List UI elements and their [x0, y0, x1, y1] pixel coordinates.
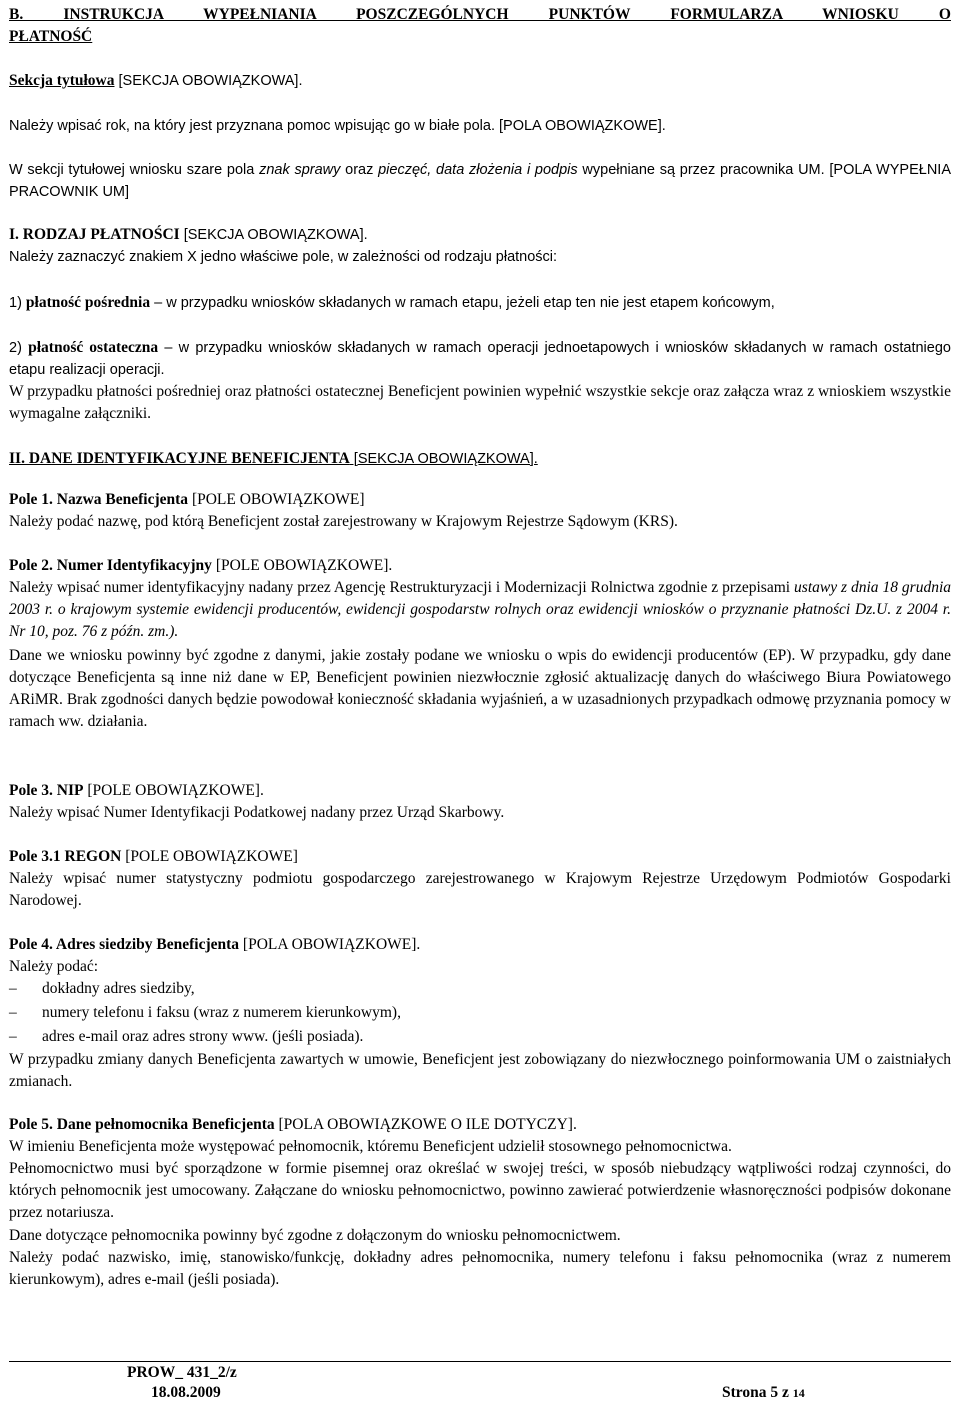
footer-page-number: [722, 1384, 805, 1402]
pole-3-label: Pole 3. NIP: [9, 782, 84, 799]
pole-4-intro: Należy podać:: [9, 958, 99, 975]
list-item-text: adres e-mail oraz adres strony www. (jeśli posiada).: [42, 1028, 364, 1045]
heading-b: [9, 4, 951, 48]
title-section-p2-i1: znak sprawy: [259, 162, 341, 178]
title-section-p2: [9, 159, 951, 203]
title-section-heading: [9, 70, 951, 92]
option-2-number: 2): [9, 340, 29, 356]
section-1-note: W przypadku płatności pośredniej oraz płatności ostatecznej Beneficjent powinien wypełnić wszystkie sekcje oraz załącza wraz z wnioskiem wszystkie wymagalne załączniki.: [9, 383, 951, 422]
pole-3-1-heading: [9, 846, 951, 868]
option-1-number: 1): [9, 295, 26, 311]
section-2-heading-bold: II. DANE IDENTYFIKACYJNE BENEFICJENTA: [9, 450, 350, 467]
pole-4-label: Pole 4. Adres siedziby Beneficjenta: [9, 936, 240, 953]
footer-code: PROW_ 431_2/z: [127, 1364, 237, 1381]
heading-b-line1: B. INSTRUKCJA WYPEŁNIANIA POSZCZEGÓLNYCH PUNKTÓW FORMULARZA WNIOSKU O: [9, 6, 951, 23]
pole-4-tag: [POLA OBOWIĄZKOWE].: [239, 936, 421, 953]
footer-page-total: 14: [792, 1386, 805, 1400]
pole-5-label: Pole 5. Dane pełnomocnika Beneficjenta: [9, 1116, 275, 1133]
pole-5-p2: Pełnomocnictwo musi być sporządzone w formie pisemnej oraz określać w swojej treści, w sposób niebudzący wątpliwości rodzaj czynności, do których pełnomocnik jest umocowany. Załączane do wniosku pełnomocnictwo, powinno zawierać potwierdzenie własnoręczności podpisów dokonane przez notariusza.: [9, 1160, 951, 1221]
section-1-heading-bold: I. RODZAJ PŁATNOŚCI: [9, 226, 180, 243]
title-section-heading-bold: Sekcja tytułowa: [9, 72, 115, 89]
pole-3-1-text: Należy wpisać numer statystyczny podmiotu gospodarczego zarejestrowanego w Krajowym Rejestrze Urzędowym Podmiotów Gospodarki Narodowej.: [9, 870, 951, 909]
title-section-heading-tag: [SEKCJA OBOWIĄZKOWA].: [114, 73, 303, 89]
title-section-p2-i2: pieczęć, data złożenia i podpis: [378, 162, 578, 178]
list-item-text: numery telefonu i faksu (wraz z numerem kierunkowym),: [42, 1004, 401, 1021]
pole-1-text: Należy podać nazwę, pod którą Beneficjent został zarejestrowany w Krajowym Rejestrze Sądowym (KRS).: [9, 513, 678, 530]
pole-4-heading: [9, 934, 951, 956]
title-section-p2-c: wypełniane są przez pracownika UM. [POLA WYPEŁNIA PRACOWNIK UM]: [9, 162, 951, 200]
footer-divider: [9, 1361, 951, 1362]
pole-1-tag: [POLE OBOWIĄZKOWE]: [188, 491, 365, 508]
pole-2-text-a: Należy wpisać numer identyfikacyjny nadany przez Agencję Restrukturyzacji i Modernizacji Rolnictwa zgodnie z przepisami: [9, 579, 795, 596]
pole-1-label: Pole 1. Nazwa Beneficjenta: [9, 491, 189, 508]
title-section-p2-a: W sekcji tytułowej wniosku szare pola: [9, 162, 260, 178]
list-item: [9, 1002, 709, 1024]
footer-page-word: Strona: [722, 1384, 767, 1401]
option-1-description: – w przypadku wniosków składanych w ramach etapu, jeżeli etap ten nie jest etapem końcowym,: [150, 295, 775, 311]
pole-2-tag: [POLE OBOWIĄZKOWE].: [211, 557, 393, 574]
title-section-p2-b: oraz: [340, 162, 379, 178]
heading-b-line2: PŁATNOŚĆ: [9, 28, 93, 45]
option-2-description: – w przypadku wniosków składanych w ramach operacji jednoetapowych i wniosków składanych w ramach ostatniego etapu realizacji operacji.: [9, 340, 951, 378]
dash-bullet-icon: –: [9, 1028, 17, 1045]
footer-date: 18.08.2009: [151, 1384, 221, 1401]
section-1-heading: [9, 224, 951, 246]
section-1-heading-tag: [SEKCJA OBOWIĄZKOWA].: [179, 227, 368, 243]
pole-5-p3: Dane dotyczące pełnomocnika powinny być zgodne z dołączonym do wniosku pełnomocnictwem.: [9, 1227, 621, 1244]
pole-5-tag: [POLA OBOWIĄZKOWE O ILE DOTYCZY].: [274, 1116, 577, 1133]
section-2-heading-tag: [SEKCJA OBOWIĄZKOWA].: [349, 451, 538, 467]
pole-3-1-tag: [POLE OBOWIĄZKOWE]: [121, 848, 298, 865]
pole-3-heading: [9, 780, 951, 802]
pole-2-text: [9, 577, 951, 643]
option-2-label: płatność ostateczna: [28, 339, 159, 356]
pole-5-heading: [9, 1114, 951, 1136]
pole-3-1-label: Pole 3.1 REGON: [9, 848, 122, 865]
pole-2-text-italic: ustawy z dnia 18 grudnia 2003 r. o krajowym systemie ewidencji producentów, ewidencji gospodarstw rolnych oraz ewidencji wniosków o przyznanie płatności Dz.U. z 2004 r. Nr 10, poz. 76 z późn. zm.).: [9, 579, 952, 640]
pole-2-text-2: Dane we wniosku powinny być zgodne z danymi, jakie zostały podane we wniosku o wpis do ewidencji producentów (EP). W przypadku, gdy dane dotyczące Beneficjenta są inne niż dane w EP, Beneficjent powinien niezwłocznie zgłosić aktualizację danych do właściwego Biura Powiatowego ARiMR. Brak zgodności danych będzie powodował konieczność składania wyjaśnień, a w uzasadnionych przypadkach odmowę przyznania pomocy w ramach ww. działania.: [9, 647, 951, 730]
dash-bullet-icon: –: [9, 1004, 17, 1021]
pole-2-label: Pole 2. Numer Identyfikacyjny: [9, 557, 212, 574]
dash-bullet-icon: –: [9, 980, 17, 997]
section-1-intro: Należy zaznaczyć znakiem X jedno właściwe pole, w zależności od rodzaju płatności:: [9, 249, 558, 265]
footer-page-current: 5: [770, 1384, 779, 1401]
pole-4-text: W przypadku zmiany danych Beneficjenta zawartych w umowie, Beneficjent jest zobowiązany do niezwłocznego poinformowania UM o zaistniałych zmianach.: [9, 1051, 951, 1090]
section-2-heading: [9, 448, 951, 470]
footer-page-of: z: [782, 1384, 789, 1401]
pole-2-heading: [9, 555, 951, 577]
section-1-option-1: [9, 292, 951, 314]
list-item-text: dokładny adres siedziby,: [42, 980, 195, 997]
list-item: [9, 1026, 709, 1048]
pole-5-p4: Należy podać nazwisko, imię, stanowisko/funkcję, dokładny adres pełnomocnika, numery telefonu i faksu pełnomocnika (wraz z numerem kierunkowym), adres e-mail (jeśli posiada).: [9, 1249, 951, 1288]
list-item: [9, 978, 709, 1000]
pole-1-heading: [9, 489, 951, 511]
title-section-p1: Należy wpisać rok, na który jest przyznana pomoc wpisując go w białe pola. [POLA OBOWIĄZKOWE].: [9, 118, 666, 134]
pole-3-tag: [POLE OBOWIĄZKOWE].: [83, 782, 264, 799]
pole-5-p1: W imieniu Beneficjenta może występować pełnomocnik, któremu Beneficjent udzielił stosownego pełnomocnictwa.: [9, 1138, 732, 1155]
section-1-option-2: [9, 337, 951, 381]
pole-3-text: Należy wpisać Numer Identyfikacji Podatkowej nadany przez Urząd Skarbowy.: [9, 804, 505, 821]
option-1-label: płatność pośrednia: [25, 294, 151, 311]
